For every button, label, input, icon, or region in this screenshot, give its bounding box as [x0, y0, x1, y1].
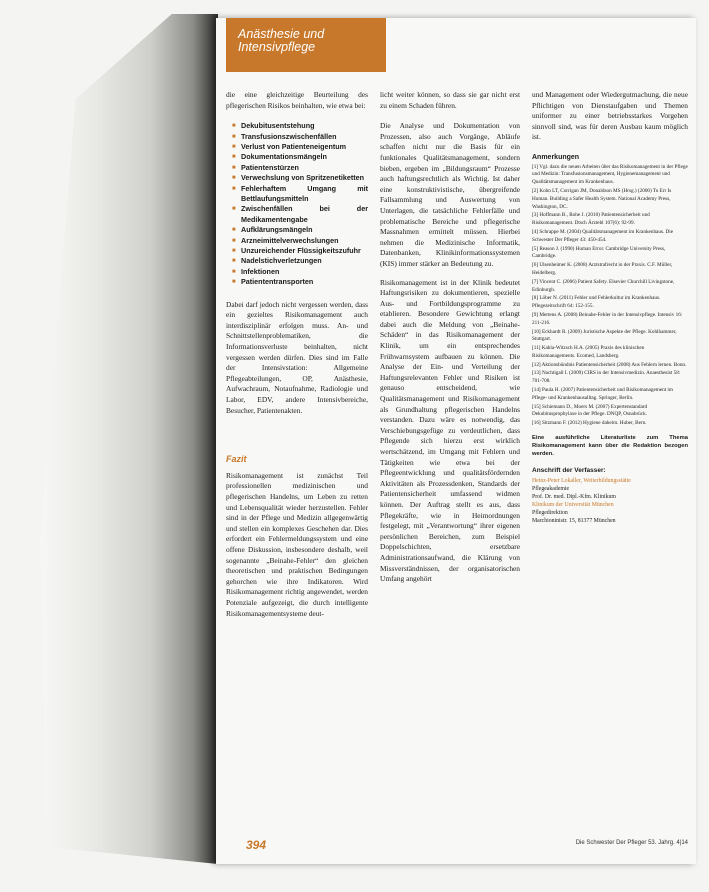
book-page: [216, 18, 696, 864]
col1-paragraph-2: Dabei darf jedoch nicht vergessen werden, dass ein gezieltes Risikomanagement auch interdisziplinär erfolgen muss. An- und Schnittstellenproblematiken, die Informationsverluste beinhalten, nicht vergessen werden dürfen. Dies sind im Falle der Intensivstation: Allgemeine Pflegeabteilungen, OP, Anästhesie, Aufwachraum, Notaufnahme, Radiologie und Labor, EDV, andere Intensivbereiche, Besucher, Patientenakten.: [226, 299, 368, 415]
author-line: Pflegeakademie: [532, 485, 570, 492]
reference-item: [12] Aktionsbündnis Patientensicherheit (2008) Aus Fehlern lernen. Bonn.: [532, 361, 687, 368]
reference-item: [16] Sitzmann F. (2012) Hygiene daheim. Huber, Bern.: [532, 420, 647, 427]
page-number: 394: [246, 838, 267, 852]
notes-heading: Anmerkungen: [532, 153, 580, 161]
reference-item: [3] Hoffmann B., Rohe J. (2010) Patientensicherheit und Risikomanagement. Dtsch Ärztebl 107(6): 92-99.: [532, 212, 650, 227]
risk-item: ■ Fehlerhaftem Umgang mit Bettlaufungsmitteln: [232, 184, 368, 205]
risk-item: ■ Aufklärungsmängeln: [232, 225, 368, 235]
author-line: Klinikum der Universität München: [532, 501, 614, 508]
risk-item: ■ Nadelstichverletzungen: [232, 256, 368, 266]
reference-item: [7] Vincent C. (2006) Patient Safety. Elsevier Churchill Livingstone, Edinburgh.: [532, 278, 675, 293]
journal-footer: Die Schwester Der Pfleger 53. Jahrg. 4|14: [575, 840, 688, 846]
author-address: [532, 477, 688, 525]
reference-item: [1] Vgl. dazu die neuen Arbeiten über das Risikomanagement in der Pflege und Medizin: Transfusionsmanagement, Hygienemanagement und Qualitätsmanagement im Krankenhaus.: [532, 163, 688, 186]
reference-item: [9] Mertens A. (2008) Beinahe-Fehler in der Intensivpflege. Intensiv 16: 211-216.: [532, 311, 683, 326]
risk-item: ■ Patiententransporten: [232, 277, 368, 287]
fazit-heading: Fazit: [226, 454, 247, 465]
col1-intro: die eine gleichzeitige Beurteilung des pflegerischen Risikos beinhalten, wie etwa bei:: [226, 90, 368, 110]
risk-item: ■ Infektionen: [232, 267, 368, 277]
fazit-text: Risikomanagement ist zunächst Teil professionellen medizinischen und pflegerischen Handelns, um Leben zu retten und Lebensqualität wieder herzustellen. Fehler sind in der Pflege und Medizin allgegenwärtig und stellen ein komplexes Geschehen dar. Dies erfordert ein Fehlermeldungssystem und eine offene Diskussion, insbesondere deshalb, weil sogenannte „Beinahe-Fehler“ den gleichen theoretischen und praktischen Bedingungen gehorchen wie ihre Indikatoren. Wird Risikomanagement richtig angewendet, werden Potenziale aufgezeigt, die durch intelligente Risikomanagementsysteme deut-: [226, 470, 368, 618]
column-1: [226, 90, 368, 623]
reference-item: [5] Reason J. (1990) Human Error. Cambridge University Press, Cambridge.: [532, 245, 666, 260]
risk-item: ■ Arzneimittelverwechslungen: [232, 236, 368, 246]
risk-item: ■ Unzureichender Flüssigkeitszufuhr: [232, 246, 368, 256]
risk-list: [232, 121, 368, 288]
risk-item: ■ Dokumentationsmängeln: [232, 152, 368, 162]
reference-item: [14] Paula H. (2007) Patientensicherheit und Risikomanagement im Pflege- und Krankenhausalltag. Springer, Berlin.: [532, 387, 673, 401]
section-header: [226, 18, 386, 72]
reference-item: [8] Löber N. (2011) Fehler und Fehlerkultur im Krankenhaus. Pflegezeitschrift 64: 152-155.: [532, 295, 661, 310]
reference-item: [2] Kohn LT, Corrigan JM, Donaldson MS (Hrsg.) (2000) To Err Is Human. Building a Safer Health System. National Academy Press, Washington, DC.: [532, 187, 672, 210]
literature-note: Eine ausführliche Literaturliste zum Thema Risikomanagement kann über die Redaktion bezogen werden.: [532, 435, 688, 458]
column-2: [380, 90, 520, 589]
col2-paragraph-2: Die Analyse und Dokumentation von Prozessen, also auch Vorgänge, Abläufe schaffen nicht nur die Basis für ein funktionales Qualitätsmanagement, sondern bieben, ergeben im „Bildungsraum“ Prozesse auch haftungsrechtlich als Wichtig. Ist daher eine konstruktivistische, übergreifende Fallsammlung und Auswertung von Unterlagen, die tatsächliche Fehlerfälle und problematische Bereiche und pflegerische Massnahmen ermittelt müssen. Hierbei nehmen die Medizinische Informatik, Datenbanken, Klinikinformationssystemen (KIS) immer stärker an Bedeutung zu.: [380, 121, 520, 268]
reference-item: [13] Nachtigall I. (2009) CIRS in der Intensivmedizin. Anaesthesist 58: 701-708.: [532, 370, 681, 385]
header-line-1: Anästhesie und: [238, 27, 325, 41]
risk-item: ■ Zwischenfällen bei der Medikamentengabe: [232, 204, 368, 225]
reference-item: [6] Ulsenheimer K. (2008) Arztstrafrecht in der Praxis. C.F. Müller, Heidelberg.: [532, 262, 673, 276]
reference-item: [11] Kahla-Witzsch H.A. (2005) Praxis des klinischen Risikomanagements. Ecomed, Landsberg.: [532, 345, 645, 359]
risk-item: ■ Dekubitusentstehung: [232, 121, 368, 131]
col2-paragraph-3: Risikomanagement ist in der Klinik bedeutet Haftungsrisiken zu dokumentieren, spezielle Aus- und Fortbildungsprogramme zu etablieren. Besondere Gewichtung erlangt dabei auch die Meldung von „Beinahe-Schäden“ in das Risikomanagement der Klinik, um ein entsprechendes Frühwarnsystem aufbauen zu können. Die Analyse der Ein- und Verteilung der Haftungsrelevanten Fehler und Risiken ist genauso entscheidend, wie Qualitätsmanagement und Risikomanagement als Grundhaltung pflegerischen Handelns verstanden. Dazu wäre es notwendig, das Verschiebungsgefüge zu verdeutlichen, dass Pflegende sich hierzu erst wirklich wertschätzend, im Umgang mit Fehlern und Tätigkeiten wie etwa bei der Pflegeentwicklung und qualitätsfördernden Aktivitäten als Prozessdenken, Standards der Patientensicherheit umfassend widmen können. Der Auftrag stellt es aus, dass Pflegekräfte, wie in Heimordnungen festgelegt, mit „Verantwortung“ ihrer eigenen persönlichen Bereichen, zum Beispiel Doppelschichten, ersetzbare Administrationsaufwand, die Klärung von Missverständnissen, der organisatorischen Umfang angehört: [380, 277, 520, 584]
column-3: [532, 90, 688, 525]
author-line: Prof. Dr. med. Dipl.-Kfm. Klinikum: [532, 493, 616, 500]
header-line-2: Intensivpflege: [238, 40, 316, 54]
author-address-heading: Anschrift der Verfasser:: [532, 467, 606, 475]
risk-item: ■ Verlust von Patienteneigentum: [232, 142, 368, 152]
reference-item: [10] Eckhardt R. (2009) Juristische Aspekte der Pflege. Kohlhammer, Stuttgart.: [532, 328, 677, 343]
author-line: Marchioninistr. 15, 81377 München: [532, 517, 616, 524]
col2-paragraph-1: licht weiter können, so dass sie gar nicht erst zu einem Schaden führen.: [380, 90, 520, 110]
reference-item: [15] Schiemann D., Moers M. (2007) Expertenstandard Dekubitusprophylaxe in der Pflege. DNQP, Osnabrück.: [532, 403, 648, 418]
author-line: Heinz-Peter Lokaller, Weiterbildungsstätte: [532, 477, 631, 484]
col3-paragraph-1: und Management oder Wiedergutmachung, die neue Pflichtigen von Dienstaufgaben und Themen uniformer zu einer betriebsstarkes Vorgehen sinnvoll sind, was für deren Ausbau kaum möglich ist.: [532, 90, 688, 142]
reference-list: [532, 164, 688, 429]
book-spine: [40, 14, 218, 864]
risk-item: ■ Patientenstürzen: [232, 163, 368, 173]
reference-item: [4] Schrappe M. (2004) Qualitätsmanagement im Krankenhaus. Die Schwester Der Pfleger 43: 450-454.: [532, 228, 674, 243]
risk-item: ■ Verwechslung von Spritzenetiketten: [232, 173, 368, 183]
author-line: Pflegedirektion: [532, 509, 568, 516]
risk-item: ■ Transfusionszwischenfällen: [232, 132, 368, 142]
